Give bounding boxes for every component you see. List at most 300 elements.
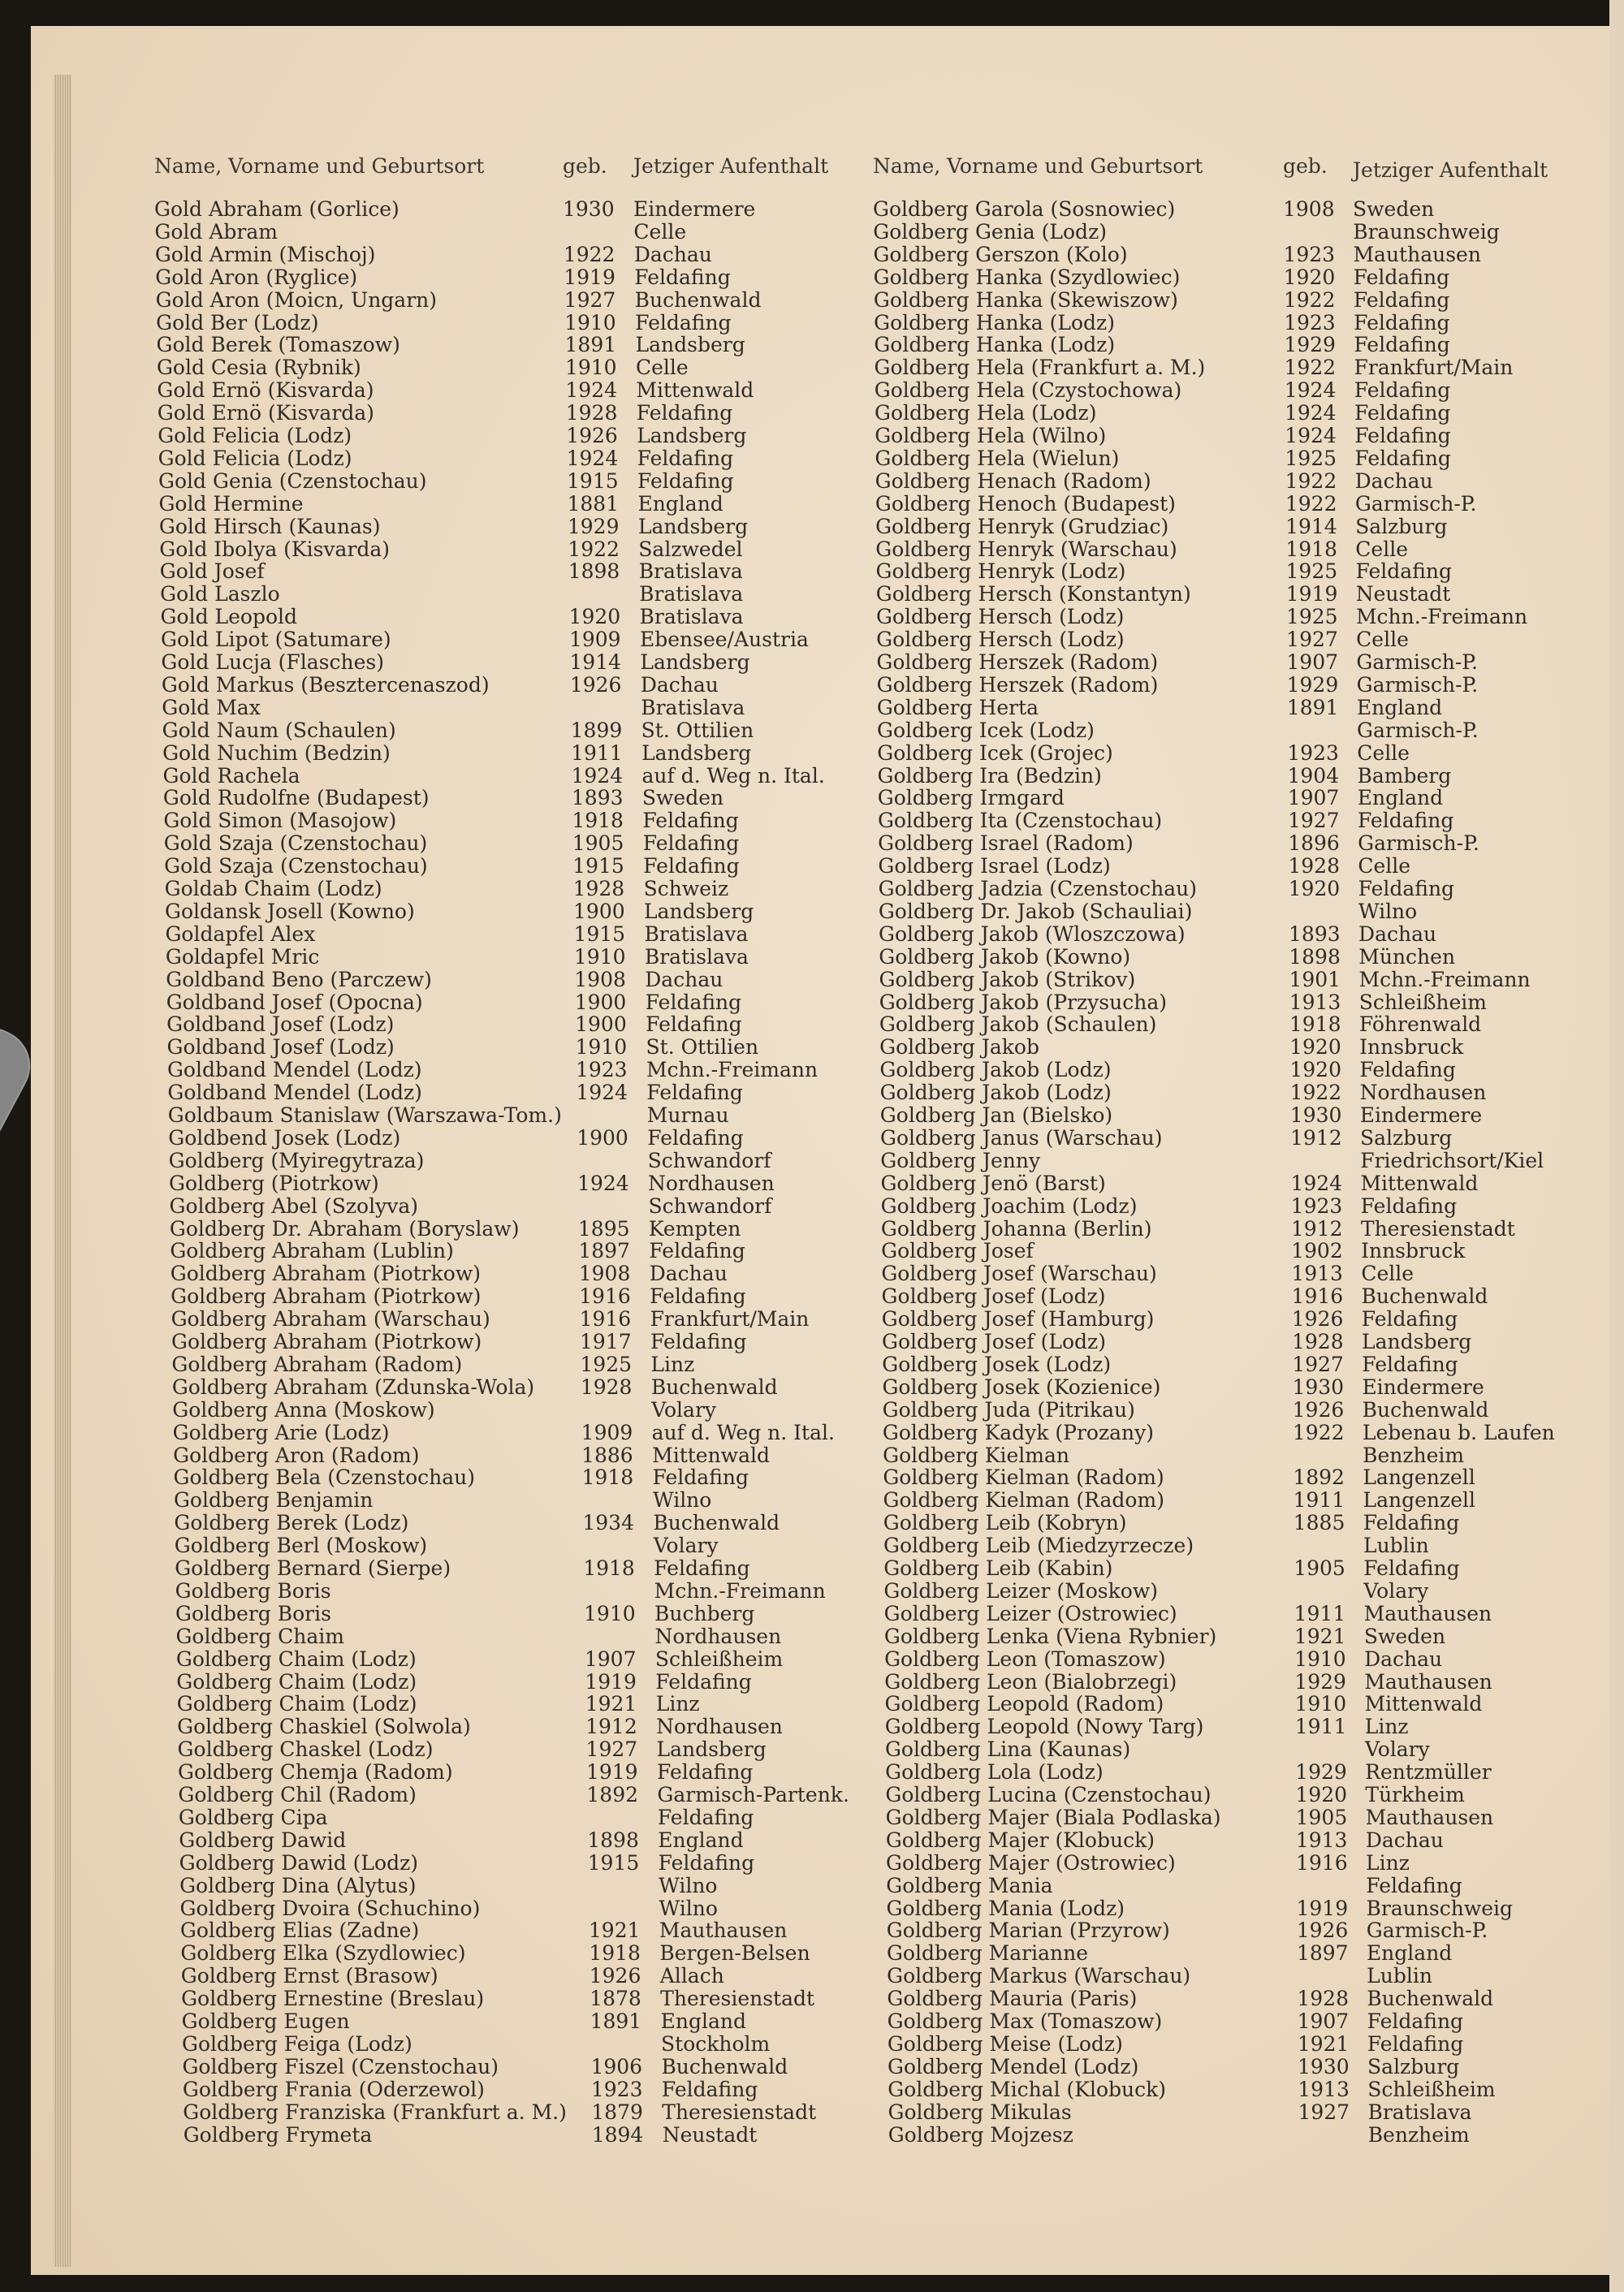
header-residence-right: Jetziger Aufenthalt — [1353, 158, 1548, 182]
entry-residence: Feldafing — [636, 401, 733, 425]
entry-name: Gold Felicia (Lodz) — [158, 424, 352, 447]
entry-name: Goldberg Dawid — [179, 1828, 347, 1852]
entry-residence: Kempten — [648, 1216, 741, 1241]
entry-born: 1929 — [567, 514, 620, 538]
entry-name: Goldberg Abraham (Radom) — [171, 1352, 463, 1376]
entry-residence: Eindermere — [1359, 1103, 1483, 1127]
entry-name: Goldberg Leopold (Nowy Targ) — [884, 1715, 1204, 1739]
entry-name: Gold Leopold — [160, 605, 298, 629]
entry-born: 1927 — [1292, 1352, 1344, 1376]
entry-born: 1907 — [584, 1647, 637, 1671]
entry-residence: Feldafing — [1354, 378, 1451, 403]
entry-residence: Feldafing — [1354, 310, 1450, 335]
entry-residence: Frankfurt/Main — [650, 1307, 810, 1332]
entry-residence: Bratislava — [644, 944, 749, 969]
header-name-right: Name, Vorname und Geburtsort — [873, 154, 1203, 178]
entry-residence: England — [637, 491, 723, 516]
entry-name: Goldberg Aron (Radom) — [173, 1443, 420, 1467]
entry-residence: Theresienstadt — [662, 2100, 817, 2124]
entry-name: Goldberg Hela (Wielun) — [875, 446, 1120, 470]
entry-name: Goldberg Henach (Radom) — [875, 468, 1151, 493]
entry-residence: Linz — [1366, 1850, 1410, 1875]
entry-name: Goldberg Israel (Lodz) — [878, 854, 1111, 878]
entry-residence: Dachau — [1364, 1647, 1443, 1671]
entry-residence: Benzheim — [1363, 1443, 1465, 1467]
entry-residence: England — [1366, 1941, 1453, 1966]
entry-born: 1920 — [568, 605, 621, 629]
entry-name: Goldberg Leon (Tomaszow) — [884, 1647, 1166, 1671]
entry-name: Goldberg Gerszon (Kolo) — [873, 242, 1128, 266]
entry-name: Goldberg Lucina (Czenstochau) — [885, 1783, 1212, 1806]
entry-residence: Feldafing — [1367, 2009, 1464, 2033]
entry-residence: Feldafing — [657, 1805, 754, 1829]
entry-name: Goldband Mendel (Lodz) — [166, 1058, 422, 1082]
entry-name: Goldberg Abraham (Piotrkow) — [171, 1330, 482, 1353]
entry-name: Gold Berek (Tomaszow) — [156, 333, 400, 357]
entry-residence: Bamberg — [1357, 763, 1452, 788]
entry-name: Goldberg Jakob (Lodz) — [879, 1058, 1112, 1082]
entry-name: Goldberg Abraham (Piotrkow) — [170, 1262, 481, 1286]
entry-name: Goldberg Hela (Lodz) — [874, 401, 1097, 425]
entry-residence: Garmisch-P. — [1358, 831, 1479, 856]
entry-name: Goldberg Johanna (Berlin) — [880, 1216, 1152, 1241]
entry-residence: Feldafing — [634, 265, 731, 289]
entry-name: Gold Josef — [159, 559, 265, 584]
entry-born: 1918 — [1285, 537, 1337, 561]
entry-name: Goldberg Hela (Czystochowa) — [874, 378, 1182, 403]
entry-residence: Wilno — [652, 1488, 712, 1513]
entry-name: Goldberg Dina (Alytus) — [179, 1873, 417, 1897]
entry-name: Goldberg Elka (Szydlowiec) — [180, 1941, 466, 1966]
entry-name: Goldberg Abraham (Lublin) — [170, 1239, 454, 1263]
entry-name: Gold Simon (Masojow) — [163, 809, 397, 833]
entry-born: 1908 — [574, 967, 626, 991]
entry-residence: Feldafing — [642, 809, 739, 833]
entry-name: Goldberg Kielman (Radom) — [883, 1465, 1164, 1490]
entry-residence: England — [660, 2009, 746, 2033]
entry-name: Goldberg Henryk (Lodz) — [875, 559, 1126, 584]
entry-name: Goldberg Icek (Lodz) — [877, 718, 1095, 742]
entry-name: Gold Abraham (Gorlice) — [154, 197, 400, 221]
entry-residence: Landsberg — [641, 740, 752, 765]
entry-residence: Bratislava — [638, 559, 743, 584]
entry-name: Goldberg Bela (Czenstochau) — [173, 1465, 475, 1490]
entry-name: Goldberg Leib (Kobryn) — [883, 1511, 1127, 1535]
entry-name: Goldberg Chaskel (Lodz) — [177, 1737, 434, 1762]
entry-residence: Feldafing — [1354, 333, 1450, 357]
entry-name: Goldberg Hela (Frankfurt a. M.) — [874, 356, 1206, 380]
entry-name: Goldberg Jan (Bielsko) — [879, 1103, 1113, 1127]
entry-residence: Sweden — [1353, 197, 1435, 221]
entry-residence: Garmisch-P. — [1354, 491, 1477, 516]
entry-residence: Feldafing — [642, 831, 740, 856]
entry-born: 1879 — [591, 2100, 643, 2124]
entry-name: Goldberg Leon (Bialobrzegi) — [884, 1669, 1177, 1694]
entry-name: Goldberg (Myiregytraza) — [168, 1148, 425, 1172]
entry-born: 1913 — [1295, 1828, 1348, 1852]
entry-name: Goldberg Abraham (Warschau) — [171, 1307, 490, 1332]
entry-born: 1928 — [1297, 1987, 1349, 2011]
entry-name: Goldberg Jakob (Lodz) — [879, 1081, 1112, 1105]
entry-born: 1929 — [1284, 333, 1336, 357]
entry-name: Goldbend Josek (Lodz) — [168, 1125, 401, 1150]
entry-name: Goldberg Chil (Radom) — [178, 1783, 417, 1806]
entry-name: Gold Max — [162, 695, 261, 719]
entry-name: Goldberg Lola (Lodz) — [885, 1760, 1104, 1785]
entry-residence: Benzheim — [1367, 2122, 1470, 2147]
entry-residence: Langenzell — [1363, 1488, 1475, 1513]
entry-born: 1924 — [1284, 401, 1337, 425]
entry-residence: Linz — [1364, 1715, 1409, 1739]
entry-born: 1925 — [1285, 605, 1338, 629]
header-name-left: Name, Vorname und Geburtsort — [154, 154, 485, 178]
entry-residence: Innsbruck — [1359, 1035, 1464, 1060]
entry-residence: Buchenwald — [653, 1511, 780, 1535]
entry-name: Goldberg Dr. Jakob (Schauliai) — [878, 899, 1193, 923]
entry-residence: Garmisch-Partenk. — [657, 1783, 849, 1806]
entry-born: 1927 — [1298, 2100, 1350, 2124]
entry-residence: Feldafing — [647, 1125, 744, 1150]
document-page — [31, 26, 1610, 2275]
entry-born: 1893 — [1289, 922, 1341, 946]
entry-residence: Celle — [1358, 854, 1411, 878]
entry-residence: Landsberg — [656, 1737, 767, 1762]
entry-born: 1918 — [581, 1465, 634, 1490]
entry-residence: Feldafing — [1353, 287, 1450, 312]
entry-name: Goldberg Lenka (Viena Rybnier) — [883, 1624, 1217, 1648]
entry-name: Goldberg Ita (Czenstochau) — [877, 809, 1163, 833]
entry-name: Goldberg Mania (Lodz) — [886, 1896, 1125, 1920]
entry-residence: Nordhausen — [648, 1171, 775, 1195]
entry-name: Gold Ernö (Kisvarda) — [157, 378, 374, 403]
entry-residence: Sweden — [1363, 1624, 1446, 1648]
entry-born: 1892 — [586, 1783, 639, 1806]
entry-residence: Feldafing — [656, 1760, 754, 1785]
entry-residence: England — [658, 1828, 744, 1852]
entry-residence: Mchn.-Freimann — [1358, 967, 1531, 991]
entry-residence: Volary — [651, 1397, 717, 1422]
entry-name: Goldberg Benjamin — [173, 1488, 374, 1513]
entry-residence: Garmisch-P. — [1356, 672, 1479, 697]
entry-residence: Rentzmüller — [1365, 1760, 1492, 1785]
entry-name: Goldberg Josef (Lodz) — [881, 1284, 1106, 1309]
entry-born: 1920 — [1288, 877, 1341, 900]
entry-name: Gold Aron (Moicn, Ungarn) — [155, 287, 438, 312]
entry-name: Gold Genia (Czenstochau) — [158, 468, 427, 493]
entry-name: Goldberg Hanka (Skewiszow) — [873, 287, 1178, 312]
entry-residence: Mauthausen — [1364, 1669, 1492, 1694]
entry-name: Goldberg Dvoira (Schuchino) — [179, 1896, 481, 1920]
entry-name: Goldberg Abel (Szolyva) — [169, 1193, 418, 1218]
entry-residence: Lebenau b. Laufen — [1362, 1420, 1555, 1444]
entry-born: 1923 — [590, 2077, 643, 2101]
entry-name: Goldberg Hersch (Konstantyn) — [875, 582, 1191, 606]
entry-born: 1934 — [582, 1511, 634, 1535]
entry-residence: Volary — [1364, 1737, 1430, 1762]
entry-name: Goldberg Henryk (Warschau) — [875, 537, 1177, 561]
entry-born: 1885 — [1293, 1511, 1345, 1535]
entry-name: Goldberg Mauria (Paris) — [887, 1987, 1138, 2011]
entry-residence: Wilno — [1358, 899, 1418, 923]
entry-residence: Celle — [1355, 537, 1409, 561]
entry-residence: Mauthausen — [1365, 1805, 1494, 1829]
entry-residence: Schleißheim — [654, 1647, 784, 1671]
entry-born: 1919 — [1285, 582, 1338, 606]
entry-residence: Celle — [1357, 740, 1410, 765]
entry-residence: Mittenwald — [652, 1443, 770, 1467]
entry-born: 1902 — [1291, 1239, 1343, 1263]
entry-residence: Dachau — [645, 967, 723, 991]
entry-residence: Feldafing — [1361, 1307, 1458, 1332]
entry-residence: auf d. Weg n. Ital. — [641, 763, 825, 788]
entry-residence: Feldafing — [1367, 2031, 1464, 2056]
entry-name: Goldberg Majer (Klobuck) — [885, 1828, 1155, 1852]
entry-name: Goldberg Jakob (Kowno) — [879, 944, 1131, 969]
entry-name: Goldberg Boris — [175, 1578, 331, 1603]
entry-born: 1914 — [1285, 514, 1337, 538]
entry-name: Goldberg Berek (Lodz) — [174, 1511, 409, 1535]
entry-born: 1930 — [563, 197, 615, 221]
entry-born: 1916 — [579, 1284, 631, 1309]
entry-residence: Feldafing — [1359, 1058, 1456, 1082]
entry-born: 1928 — [580, 1375, 633, 1399]
entry-name: Goldberg Chaskiel (Solwola) — [177, 1715, 471, 1739]
entry-name: Goldberg Eugen — [181, 2009, 350, 2033]
entry-name: Goldberg Leizer (Ostrowiec) — [883, 1601, 1177, 1625]
entry-name: Goldberg Hersch (Lodz) — [875, 605, 1125, 629]
entry-born: 1928 — [1288, 854, 1340, 878]
entry-residence: Bratislava — [639, 582, 744, 606]
entry-born: 1892 — [1293, 1465, 1345, 1490]
entry-residence: Feldafing — [643, 854, 740, 878]
entry-residence: Buchenwald — [1362, 1397, 1489, 1422]
entry-name: Gold Nuchim (Bedzin) — [162, 740, 391, 765]
entry-born: 1878 — [590, 1987, 641, 2011]
entry-name: Gold Ber (Lodz) — [156, 310, 319, 335]
entry-name: Goldberg Leib (Miedzyrzecze) — [883, 1534, 1194, 1558]
entry-born: 1906 — [590, 2054, 643, 2078]
entry-name: Goldberg Herszek (Radom) — [876, 650, 1159, 674]
entry-residence: Dachau — [640, 672, 719, 697]
entry-born: 1919 — [564, 265, 615, 289]
entry-born: 1924 — [1290, 1171, 1343, 1195]
entry-residence: Mchn.-Freimann — [1355, 605, 1528, 629]
entry-residence: Landsberg — [644, 899, 754, 923]
entry-born: 1905 — [1294, 1556, 1345, 1580]
entry-residence: Allach — [659, 1964, 724, 1988]
entry-residence: Feldafing — [649, 1239, 745, 1263]
entry-name: Goldberg Hanka (Szydlowiec) — [873, 265, 1181, 289]
entry-born: 1907 — [1287, 786, 1340, 810]
entry-born: 1910 — [1294, 1647, 1346, 1671]
entry-born: 1923 — [1284, 310, 1336, 335]
entry-born: 1910 — [564, 356, 617, 380]
entry-born: 1915 — [587, 1850, 640, 1875]
entry-born: 1897 — [578, 1239, 630, 1263]
entry-born: 1921 — [1297, 2031, 1350, 2056]
entry-name: Goldberg Abraham (Piotrkow) — [171, 1284, 482, 1309]
entry-name: Goldberg Markus (Warschau) — [887, 1964, 1191, 1988]
entry-born: 1925 — [580, 1352, 633, 1376]
entry-residence: Bergen-Belsen — [659, 1941, 810, 1966]
entry-residence: Feldafing — [1354, 446, 1451, 470]
entry-residence: Dachau — [633, 242, 712, 266]
entry-born: 1900 — [574, 990, 627, 1014]
entry-born: 1927 — [1287, 809, 1340, 833]
entry-born: 1926 — [566, 424, 618, 447]
entry-name: Goldberg Abraham (Zdunska-Wola) — [171, 1375, 535, 1399]
entry-name: Goldberg Irmgard — [877, 786, 1065, 810]
entry-born: 1915 — [572, 854, 624, 878]
entry-born: 1919 — [585, 1669, 637, 1694]
entry-name: Goldberg Leib (Kabin) — [883, 1556, 1113, 1580]
entry-born: 1920 — [1289, 1058, 1341, 1082]
entry-born: 1900 — [573, 899, 625, 923]
entry-name: Goldband Mendel (Lodz) — [167, 1081, 422, 1105]
entry-born: 1929 — [1295, 1760, 1347, 1785]
entry-born: 1908 — [1283, 197, 1335, 221]
entry-born: 1899 — [570, 718, 623, 742]
entry-born: 1891 — [1286, 695, 1339, 719]
entry-name: Goldberg Meise (Lodz) — [887, 2031, 1123, 2056]
entry-name: Goldberg Michal (Klobuck) — [888, 2077, 1166, 2101]
entry-born: 1922 — [1284, 356, 1337, 380]
entry-residence: Landsberg — [637, 514, 749, 538]
entry-born: 1919 — [1296, 1896, 1349, 1920]
entry-born: 1922 — [1285, 468, 1337, 493]
entry-born: 1896 — [1288, 831, 1340, 856]
entry-residence: Linz — [655, 1692, 700, 1716]
entry-born: 1891 — [590, 2009, 642, 2033]
entry-born: 1929 — [1286, 672, 1339, 697]
entry-born: 1930 — [1298, 2054, 1350, 2078]
entry-residence: Feldafing — [661, 2077, 758, 2101]
entry-born: 1926 — [1291, 1307, 1344, 1332]
entry-residence: Theresienstadt — [1360, 1216, 1515, 1241]
entry-born: 1898 — [568, 559, 620, 584]
entry-residence: St. Ottilien — [646, 1035, 759, 1060]
entry-residence: Feldafing — [637, 468, 734, 493]
entry-name: Gold Abram — [154, 219, 278, 244]
entry-residence: Theresienstadt — [660, 1987, 815, 2011]
entry-name: Goldberg Joachim (Lodz) — [880, 1193, 1138, 1218]
entry-name: Goldberg Boris — [175, 1601, 331, 1625]
entry-born: 1924 — [1284, 378, 1337, 403]
entry-name: Goldberg Chaim — [175, 1624, 345, 1648]
entry-name: Goldberg Bernard (Sierpe) — [175, 1556, 451, 1580]
entry-born: 1926 — [1296, 1919, 1349, 1943]
entry-name: Goldberg Chemja (Radom) — [177, 1760, 453, 1785]
entry-born: 1928 — [572, 877, 625, 900]
entry-born: 1923 — [1287, 740, 1339, 765]
entry-name: Goldberg Genia (Lodz) — [873, 219, 1107, 244]
next-page-edge — [1609, 0, 1624, 2292]
entry-residence: Mauthausen — [1353, 242, 1481, 266]
entry-name: Gold Markus (Besztercenaszod) — [161, 672, 490, 697]
entry-residence: Salzburg — [1367, 2054, 1460, 2078]
entry-residence: Feldafing — [1360, 1193, 1458, 1218]
entry-residence: Buchenwald — [661, 2054, 788, 2078]
entry-residence: Schwandorf — [647, 1148, 771, 1172]
entry-name: Goldberg Mojzesz — [888, 2122, 1073, 2147]
entry-born: 1910 — [1294, 1692, 1347, 1716]
entry-born: 1912 — [585, 1715, 637, 1739]
entry-name: Goldberg Josek (Lodz) — [882, 1352, 1112, 1376]
entry-born: 1911 — [1293, 1488, 1345, 1513]
entry-residence: Celle — [635, 356, 689, 380]
entry-name: Goldberg Kielman (Radom) — [883, 1488, 1164, 1513]
entry-residence: Feldafing — [635, 310, 732, 335]
entry-born: 1927 — [564, 287, 616, 312]
entry-name: Goldberg Marian (Przyrow) — [886, 1919, 1170, 1943]
entry-residence: Schweiz — [643, 877, 729, 900]
entry-name: Goldberg (Piotrkow) — [169, 1171, 379, 1195]
entry-residence: Dachau — [1365, 1828, 1444, 1852]
entry-born: 1900 — [577, 1125, 628, 1150]
entry-name: Gold Lucja (Flasches) — [161, 650, 384, 674]
entry-name: Goldberg Garola (Sosnowiec) — [873, 197, 1176, 221]
entry-born: 1926 — [569, 672, 622, 697]
entry-residence: Volary — [1363, 1578, 1429, 1603]
entry-residence: Feldafing — [1354, 401, 1451, 425]
entry-name: Goldberg Frania (Oderzewol) — [182, 2077, 485, 2101]
entry-residence: Feldafing — [1355, 559, 1452, 584]
entry-name: Goldapfel Alex — [165, 922, 316, 946]
entry-born: 1925 — [1285, 446, 1337, 470]
entry-born: 1909 — [568, 628, 621, 652]
entry-name: Gold Naum (Schaulen) — [162, 718, 396, 742]
entry-born: 1894 — [591, 2122, 644, 2147]
entry-name: Goldberg Mendel (Lodz) — [888, 2054, 1139, 2078]
entry-residence: Buchenwald — [1361, 1284, 1488, 1309]
entry-born: 1886 — [581, 1443, 633, 1467]
entry-name: Goldansk Josell (Kowno) — [165, 899, 415, 923]
entry-residence: Celle — [1356, 628, 1409, 652]
entry-residence: Celle — [633, 219, 687, 244]
entry-residence: Dachau — [649, 1262, 728, 1286]
entry-born: 1922 — [1289, 1081, 1342, 1105]
page-stack-edge — [54, 75, 71, 2267]
entry-born: 1911 — [1294, 1601, 1346, 1625]
entry-born: 1881 — [567, 491, 620, 516]
entry-residence: Sweden — [641, 786, 724, 810]
entry-born: 1925 — [1285, 559, 1338, 584]
entry-name: Goldberg Ernst (Brasow) — [180, 1964, 438, 1988]
entry-name: Gold Felicia (Lodz) — [158, 446, 352, 470]
entry-name: Goldberg Leopold (Radom) — [884, 1692, 1164, 1716]
entry-born: 1927 — [1286, 628, 1338, 652]
entry-name: Goldberg Lina (Kaunas) — [884, 1737, 1131, 1762]
entry-born: 1924 — [566, 446, 619, 470]
entry-name: Goldberg Berl (Moskow) — [174, 1534, 428, 1558]
entry-name: Gold Szaja (Czenstochau) — [164, 854, 428, 878]
entry-residence: Feldafing — [650, 1330, 747, 1353]
entry-residence: Mauthausen — [1363, 1601, 1492, 1625]
entry-born: 1921 — [588, 1919, 641, 1943]
entry-residence: Feldafing — [645, 990, 742, 1014]
entry-born: 1905 — [572, 831, 624, 856]
entry-name: Goldberg Josef — [881, 1239, 1034, 1263]
entry-born: 1910 — [564, 310, 616, 335]
entry-born: 1921 — [585, 1692, 637, 1716]
entry-name: Goldberg Jakob — [879, 1035, 1039, 1060]
entry-residence: Feldafing — [652, 1465, 749, 1490]
entry-name: Goldberg Josek (Kozienice) — [882, 1375, 1161, 1399]
entry-born: 1907 — [1286, 650, 1339, 674]
entry-born: 1913 — [1291, 1262, 1343, 1286]
entry-born: 1930 — [1289, 1103, 1342, 1127]
entry-name: Goldberg Marianne — [886, 1941, 1089, 1966]
